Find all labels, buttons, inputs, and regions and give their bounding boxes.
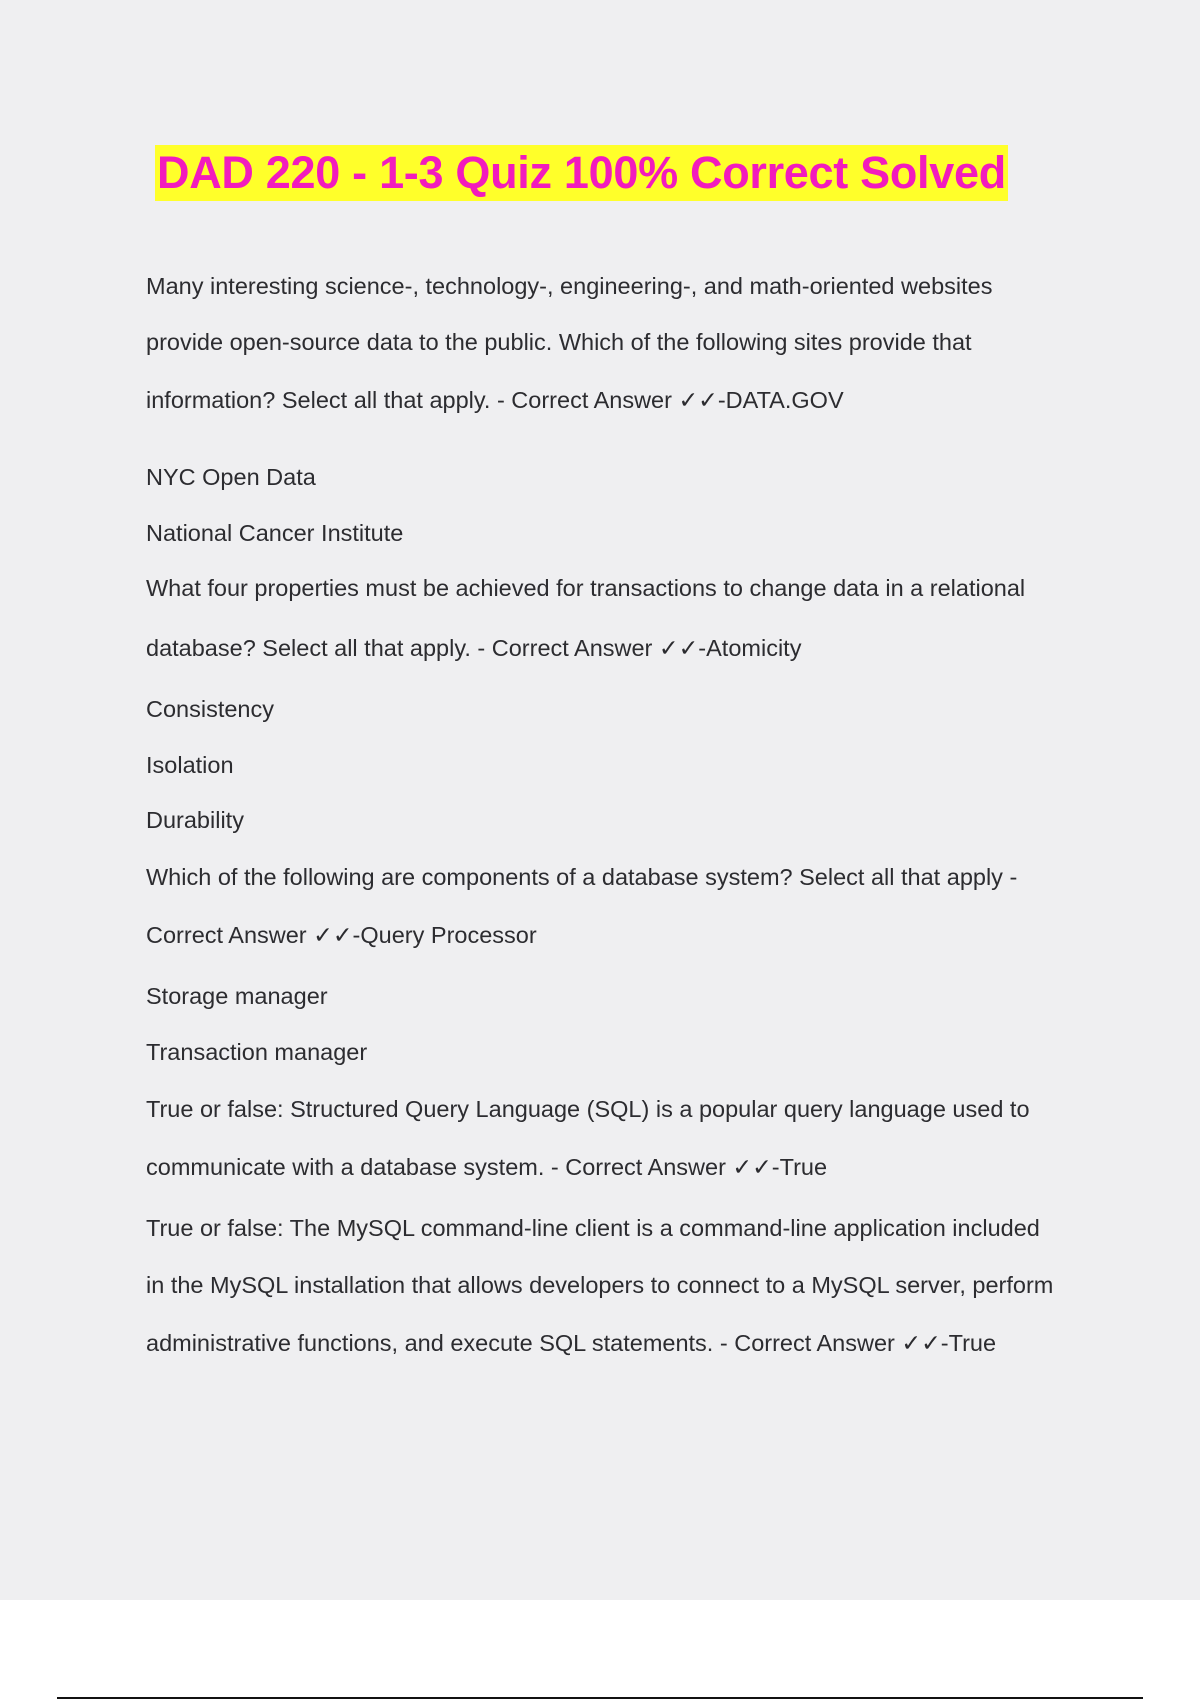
text-line-q5-part2: in the MySQL installation that allows developers to connect to a MySQL server, perform: [146, 1272, 1054, 1298]
text-line-answer-consistency: Consistency: [146, 696, 274, 722]
text-line-answer-transaction-manager: Transaction manager: [146, 1039, 368, 1065]
text-line-q2-part1: What four properties must be achieved for transactions to change data in a relational: [146, 575, 1026, 601]
text-line-q1-part2: provide open-source data to the public. Which of the following sites provide that: [146, 329, 972, 355]
text-line-answer-durability: Durability: [146, 807, 244, 833]
text-line-answer-nyc-open-data: NYC Open Data: [146, 464, 316, 490]
text-line-answer-storage-manager: Storage manager: [146, 983, 328, 1009]
text-line-q3-answer: Correct Answer ✓✓-Query Processor: [146, 922, 537, 948]
text-line-q4-answer: communicate with a database system. - Correct Answer ✓✓-True: [146, 1154, 828, 1180]
text-line-q5-answer: administrative functions, and execute SQL statements. - Correct Answer ✓✓-True: [146, 1330, 997, 1356]
text-line-q2-answer: database? Select all that apply. - Correct Answer ✓✓-Atomicity: [146, 635, 802, 661]
text-line-answer-national-cancer-institute: National Cancer Institute: [146, 520, 404, 546]
document-title: DAD 220 - 1-3 Quiz 100% Correct Solved: [155, 145, 1008, 201]
text-line-q1-part1: Many interesting science-, technology-, engineering-, and math-oriented websites: [146, 273, 993, 299]
footer-divider: [57, 1697, 1143, 1699]
text-line-answer-isolation: Isolation: [146, 752, 234, 778]
text-line-q5-part1: True or false: The MySQL command-line client is a command-line application included: [146, 1215, 1040, 1241]
text-line-q1-answer: information? Select all that apply. - Correct Answer ✓✓-DATA.GOV: [146, 387, 844, 413]
text-line-q3-part1: Which of the following are components of a database system? Select all that apply -: [146, 864, 1018, 890]
text-line-q4-part1: True or false: Structured Query Language (SQL) is a popular query language used to: [146, 1096, 1030, 1122]
